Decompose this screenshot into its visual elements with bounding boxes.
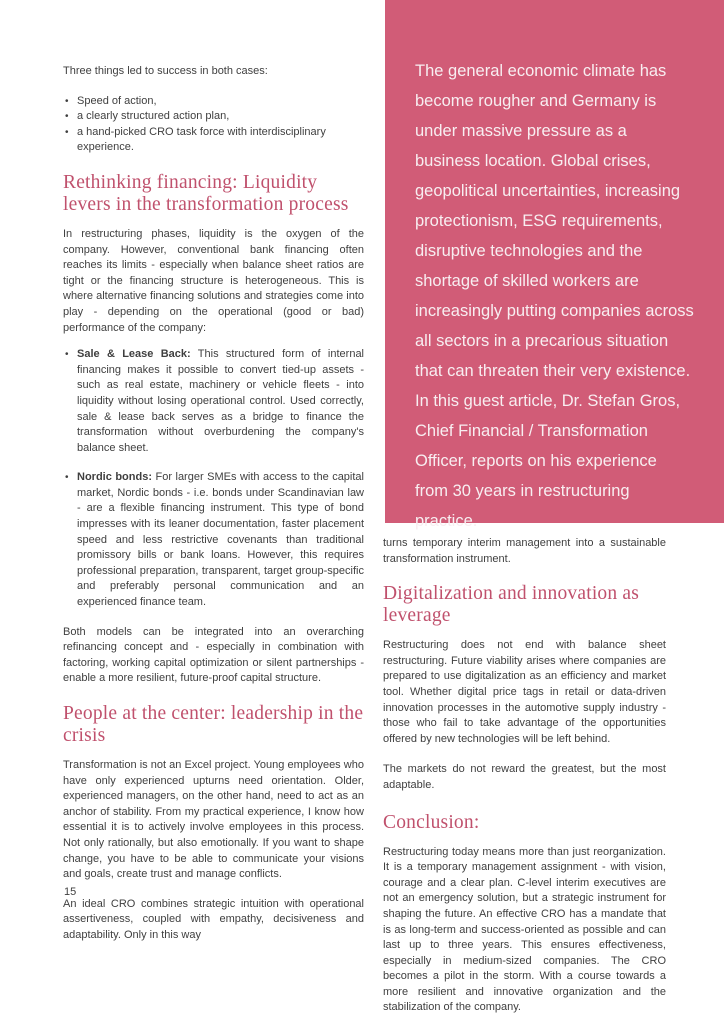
list-item (63, 125, 364, 156)
intro-paragraph: Three things led to success in both cases: (63, 65, 268, 77)
list-item-text: Speed of action, (77, 94, 157, 107)
bullet-marker: • (65, 472, 69, 484)
list-item-text: a hand-picked CRO task force with interdisciplinary experience. (77, 125, 326, 154)
finance-bullet-text (77, 347, 364, 456)
bullet-marker: • (65, 126, 69, 138)
paragraph-people: Transformation is not an Excel project. Young employees who have only experienced upturns need orientation. Older, experienced managers, on the other hand, need to act as an anchor of stability. From my practical experience, I know how essential it is to actively involve employees in this process. Not only rationally, but also emotionally. If you want to shape change, you have to be able to communicate your visions and goals, create trust and manage conflicts. (63, 759, 364, 881)
section-heading-conclusion: Conclusion: (383, 811, 480, 833)
paragraph-models: Both models can be integrated into an overarching refinancing concept and - especially in combination with factoring, working capital optimization or silent partnerships - enable a more resilient, future-proof capital structure. (63, 625, 364, 685)
paragraph-conclusion: Restructuring today means more than just reorganization. It is a temporary management assignment - with vision, courage and a clear plan. C-level interim executives are not an emergency solution, but a strategic instrument for shaping the future. An effective CRO has a mandate that is as long-term and success-oriented as possible and can last up to three years. This ensures effectiveness, especially in medium-sized companies. The CRO becomes a pilot in the storm. With a course towards a more resilient and innovative organization and the stabilization of the company. (383, 845, 666, 1014)
paragraph-financing: In restructuring phases, liquidity is the oxygen of the company. However, conventional bank financing often reaches its limits - especially when balance sheet ratios are tight or the financing structure is heterogeneous. This is where alternative financing solutions and strategies come into play - depending on the operational (good or bad) performance of the company: (63, 227, 364, 334)
finance-bullet-sale-lease-back (63, 347, 364, 456)
finance-bullet-lead: Nordic bonds: (77, 471, 152, 484)
pull-quote-attribution: In this guest article, Dr. Stefan Gros, Chief Financial / Transformation Officer, reports on his experience from 30 years in restructuring practice. (415, 392, 681, 530)
paragraph-continuation: turns temporary interim management into a sustainable transformation instrument. (383, 537, 666, 565)
left-column (63, 64, 364, 955)
page-number: 15 (64, 886, 77, 898)
finance-bullet-body: For larger SMEs with access to the capital market, Nordic bonds - i.e. bonds under Scandinavian law - are a flexible financing instrument. This type of bond impresses with its leaner documentation, faster placement speed and less restrictive covenants than traditional promissory bills or bank loans. However, this requires professional preparation, transparent, target group-specific and preferably personal communication and an experienced finance team. (77, 471, 364, 609)
bullet-marker: • (65, 349, 69, 361)
bullet-marker: • (65, 95, 69, 107)
section-heading-digitalization: Digitalization and innovation as leverage (383, 583, 640, 627)
pull-quote-text: The general economic climate has become rougher and Germany is under massive pressure as a business location. Global crises, geopolitical uncertainties, increasing protectionism, ESG requirements, disruptive technologies and the shortage of skilled workers are increasingly putting companies across all sectors in a precarious situation that can threaten their very existence. (415, 62, 694, 380)
paragraph-markets: The markets do not reward the greatest, but the most adaptable. (383, 763, 666, 791)
success-bullet-list (63, 94, 364, 156)
right-column (383, 536, 666, 1024)
section-heading-people: People at the center: leadership in the crisis (63, 703, 364, 746)
bullet-marker: • (65, 111, 69, 123)
finance-bullet-body: This structured form of internal financing makes it possible to convert tied-up assets - such as real estate, machinery or vehicle fleets - into liquidity without losing operational control. Used correctly, sale & lease back serves as a bridge to finance the transformation without overburdening the company's balance sheet. (77, 348, 365, 454)
pull-quote-box (385, 0, 724, 530)
paragraph-digitalization: Restructuring does not end with balance sheet restructuring. Future viability arises where companies are prepared to use digitalization as an efficiency and market tool. Whether digital price tags in retail or data-driven innovation processes in the automotive supply industry - those who fail to take advantage of the opportunities offered by new technologies will be left behind. (383, 639, 666, 745)
list-item (63, 94, 364, 110)
paragraph-cro: An ideal CRO combines strategic intuition with operational assertiveness, coupled with empathy, decisiveness and adaptability. Only in this way (63, 897, 364, 941)
section-heading-financing: Rethinking financing: Liquidity levers in the transformation process (63, 171, 349, 215)
finance-bullet-lead: Sale & Lease Back: (77, 348, 191, 361)
list-item-text: a clearly structured action plan, (77, 110, 230, 123)
finance-bullet-nordic-bonds (63, 470, 364, 610)
list-item (63, 109, 364, 125)
finance-bullet-text (77, 470, 364, 610)
